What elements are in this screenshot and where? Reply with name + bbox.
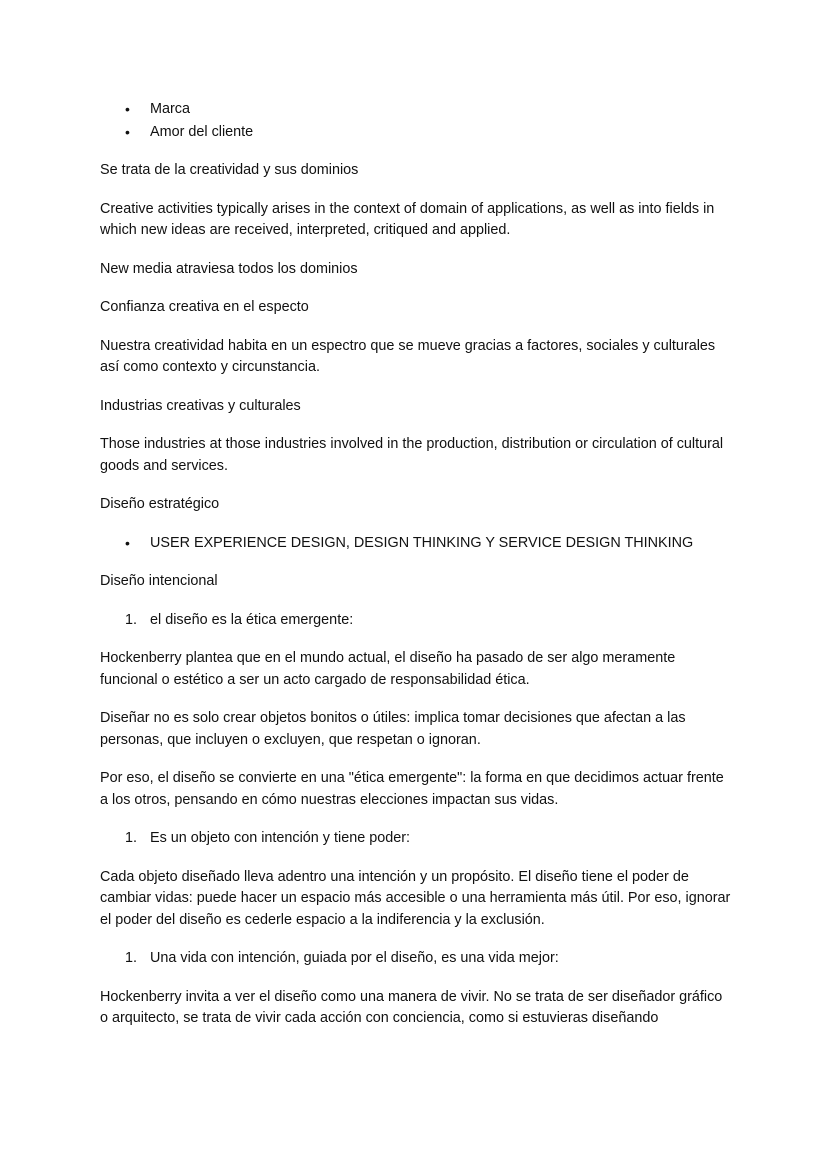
list-item: • Amor del cliente (100, 122, 732, 144)
paragraph: Hockenberry invita a ver el diseño como una manera de vivir. No se trata de ser diseñador gráfico o arquitecto, se trata de vivir cada acción con conciencia, como si estuvieras diseñando (100, 988, 723, 1026)
paragraph: Those industries at those industries involved in the production, distribution or circulation of cultural goods and services. (100, 436, 724, 474)
paragraph: Se trata de la creatividad y sus dominios (100, 162, 359, 178)
numbered-list (100, 828, 732, 850)
numbered-list (100, 948, 732, 970)
list-item-text: Es un objeto con intención y tiene poder: (150, 830, 411, 846)
paragraph: Por eso, el diseño se convierte en una "ética emergente": la forma en que decidimos actuar frente a los otros, pensando en cómo nuestras elecciones impactan sus vidas. (100, 770, 724, 808)
list-item-text: Una vida con intención, guiada por el diseño, es una vida mejor: (150, 950, 559, 966)
paragraph: Diseñar no es solo crear objetos bonitos o útiles: implica tomar decisiones que afectan a las personas, que incluyen o excluyen, que respetan o ignoran. (100, 710, 686, 748)
paragraph: Creative activities typically arises in the context of domain of applications, as well as into fields in which new ideas are received, interpreted, critiqued and applied. (100, 200, 715, 238)
list-item-text: el diseño es la ética emergente: (150, 611, 354, 628)
bullet-list (100, 533, 732, 555)
list-number: 1. (125, 611, 138, 628)
paragraph: Confianza creativa en el especto (100, 299, 309, 315)
paragraph: Diseño intencional (100, 573, 218, 589)
list-item: • Marca (100, 99, 732, 121)
bullet-list (100, 99, 732, 143)
paragraph: New media atraviesa todos los dominios (100, 260, 358, 277)
paragraph: Diseño estratégico (100, 496, 220, 512)
paragraph: Hockenberry plantea que en el mundo actual, el diseño ha pasado de ser algo meramente funcional o estético a ser un acto cargado de responsabilidad ética. (100, 650, 676, 688)
paragraph: Nuestra creatividad habita en un espectro que se mueve gracias a factores, sociales y culturales así como contexto y circunstancia. (100, 337, 716, 375)
list-number: 1. (125, 830, 138, 846)
list-item (100, 610, 732, 632)
paragraph: Cada objeto diseñado lleva adentro una intención y un propósito. El diseño tiene el poder de cambiar vidas: puede hacer un espacio más accesible o una herramienta más útil. Por eso, ignorar el poder del diseño es cederle espacio a la indiferencia y la exclusión. (100, 868, 731, 928)
list-item: • USER EXPERIENCE DESIGN, DESIGN THINKING Y SERVICE DESIGN THINKING (100, 533, 732, 555)
paragraph: Industrias creativas y culturales (100, 397, 301, 414)
list-item (100, 828, 732, 850)
numbered-list (100, 610, 732, 632)
list-number: 1. (125, 950, 138, 966)
document-body (100, 99, 732, 1047)
list-item (100, 948, 732, 970)
